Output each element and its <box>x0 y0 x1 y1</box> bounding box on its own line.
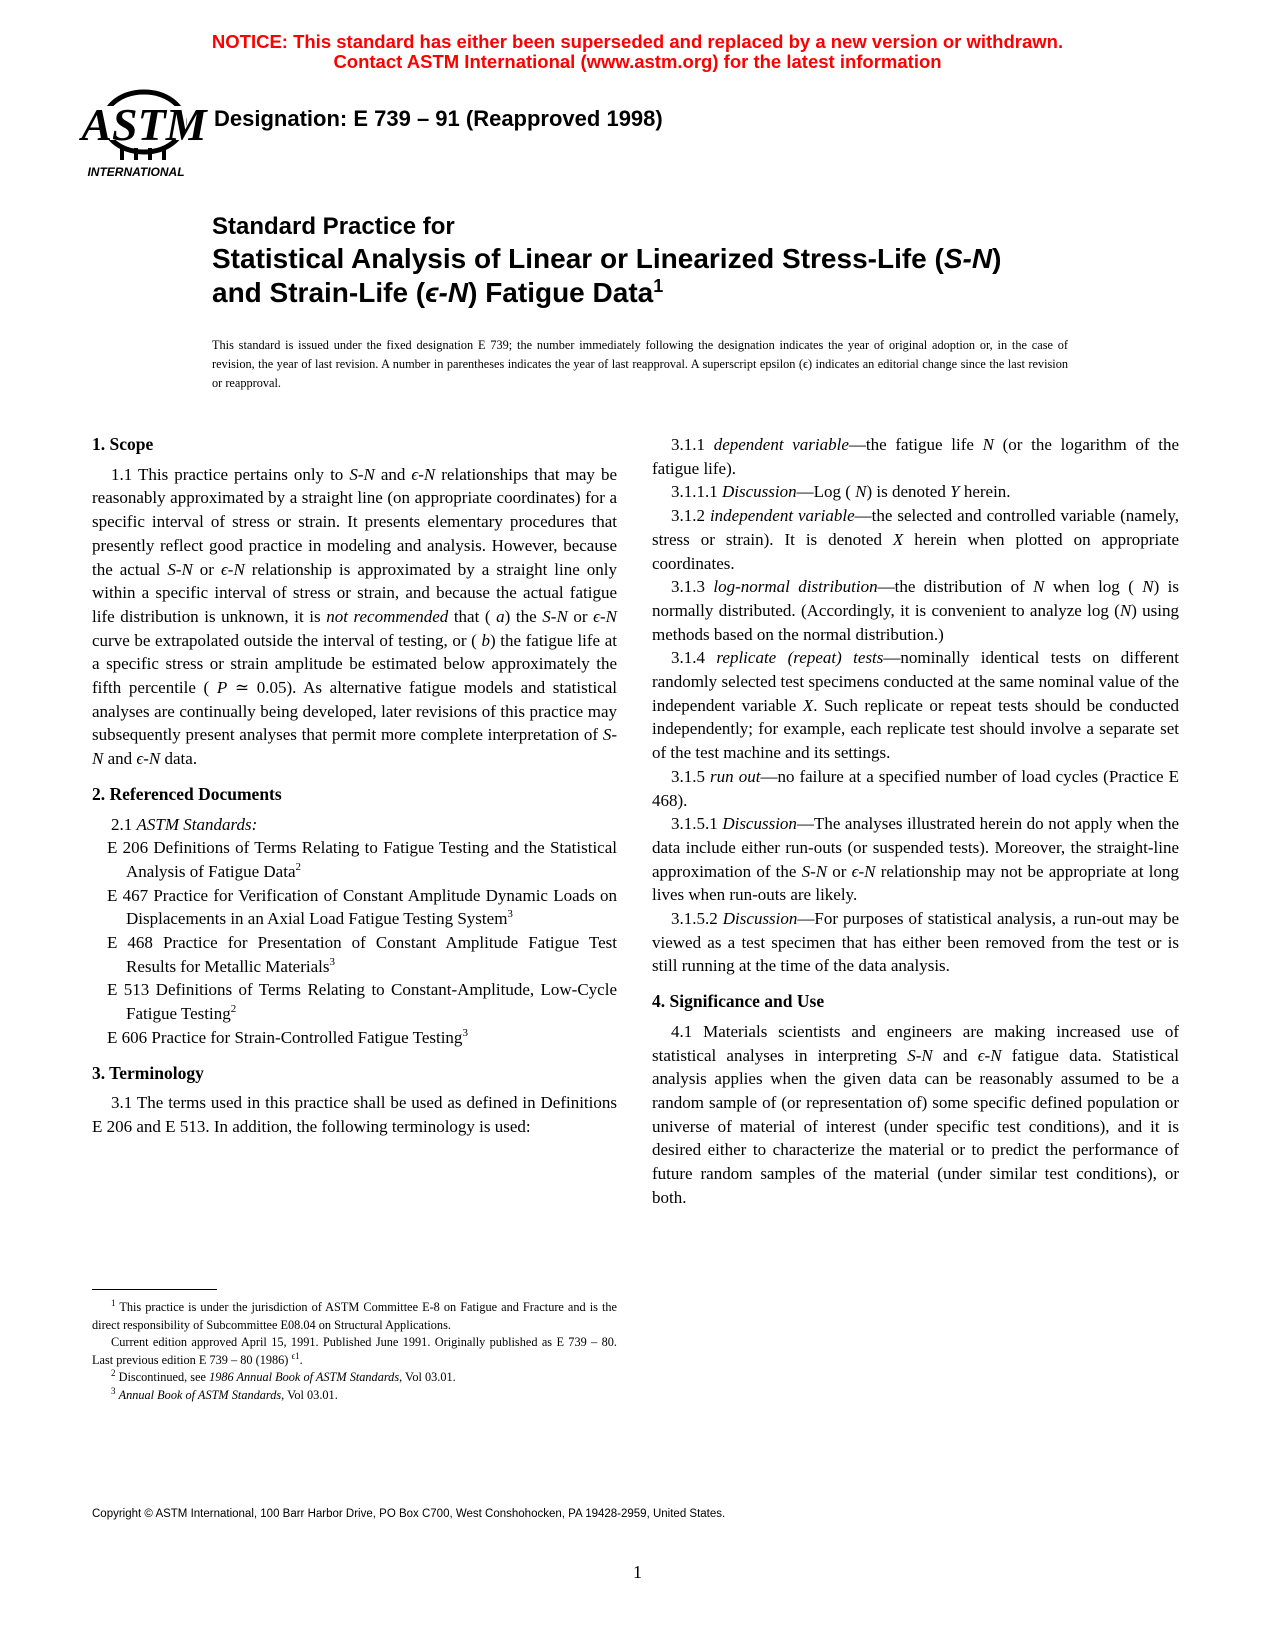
paragraph-3-1-5-1: 3.1.5.1 Discussion—The analyses illustrated herein do not apply when the data include either run-outs (or suspended tests). Moreover, the straight-line approximation of the S-N or ϵ-N relationship may not be appropriate at long lives when run-outs are likely. <box>652 814 1179 905</box>
terminology-definitions <box>652 433 1179 978</box>
paragraph-3-1-5: 3.1.5 run out—no failure at a specified number of load cycles (Practice E 468). <box>652 766 1180 810</box>
section-terminology <box>92 1062 617 1139</box>
section-scope <box>92 433 617 771</box>
footnote-divider <box>92 1289 217 1290</box>
paragraph-3-1-4: 3.1.4 replicate (repeat) tests—nominally identical tests on different randomly selected test specimens conducted at the same nominal value of the independent variable X. Such replicate or repeat tests should be conducted independently; for example, each replicate test should involve a separate set of the test machine and its settings. <box>652 648 1180 763</box>
footnote-2: $^2$ Discontinued, see 1986 Annual Book of ASTM Standards, Vol 03.01. <box>111 1368 456 1385</box>
copyright-line: Copyright © ASTM International, 100 Barr Harbor Drive, PO Box C700, West Conshohocken, PA 19428-2959, United States. <box>92 1508 726 1520</box>
title-line-1: Standard Practice for <box>212 213 455 240</box>
reference-item: E 468 Practice for Presentation of Constant Amplitude Fatigue Test Results for Metallic Materials$^3$ <box>107 933 617 976</box>
withdrawal-notice <box>0 32 1275 72</box>
page-number: 1 <box>633 1562 642 1582</box>
paragraph-4-1: 4.1 Materials scientists and engineers are making increased use of statistical analyses in interpreting S-N and ϵ-N fatigue data. Statistical analysis applies when the given data can be reasonably assumed to be a random sample of (or representation of) some specific defined population or universe of material of interest (under specific test conditions), and it is desired either to characterize the material or to predict the performance of future random samples of the material (under similar test conditions), or both. <box>652 1021 1180 1207</box>
footnotes <box>92 1299 617 1405</box>
notice-line-2: Contact ASTM International (www.astm.org) for the latest information <box>333 51 942 72</box>
title-line-3: and Strain-Life (ϵ-N) Fatigue Data$^1$ <box>212 276 664 308</box>
reference-item: E 606 Practice for Strain-Controlled Fatigue Testing$^3$ <box>107 1026 468 1047</box>
reference-item: E 467 Practice for Verification of Constant Amplitude Dynamic Loads on Displacements in an Axial Load Fatigue Testing System$^3$ <box>107 885 617 929</box>
significance-heading: 4. Significance and Use <box>652 991 825 1012</box>
paragraph-3-1-1: 3.1.1 dependent variable—the fatigue life N (or the logarithm of the fatigue life). <box>652 435 1180 478</box>
reference-item: E 206 Definitions of Terms Relating to Fatigue Testing and the Statistical Analysis of Fatigue Data$^2$ <box>107 838 617 881</box>
svg-text:ASTM: ASTM <box>81 99 207 150</box>
paragraph-1-1: 1.1 This practice pertains only to S-N and ϵ-N relationships that may be reasonably approximated by a straight line (on appropriate coordinates) for a specific interval of stress or strain. It presents elementary procedures that presently reflect good practice in modeling and analysis. However, because the actual S-N or ϵ-N relationship is approximated by a straight line only within a specific interval of stress or strain, and because the actual fatigue life distribution is unknown, it is not recommended that ( a) the S-N or ϵ-N curve be extrapolated outside the interval of testing, or ( b) the fatigue life at a specific stress or strain amplitude be estimated below approximately the fifth percentile ( P ≃ 0.05). As alternative fatigue models and statistical analyses are continually being developed, later revisions of this practice may subsequently present analyses that permit more complete interpretation of S-N and ϵ-N data. <box>92 464 617 769</box>
left-column <box>92 433 617 1151</box>
referenced-heading: 2. Referenced Documents <box>92 783 282 804</box>
terminology-heading: 3. Terminology <box>92 1062 204 1083</box>
paragraph-2-1: 2.1 ASTM Standards: <box>111 814 258 834</box>
paragraph-3-1-3: 3.1.3 log-normal distribution—the distribution of N when log ( N) is normally distributed. (Accordingly, it is convenient to analyze log (N) using methods based on the normal distribution.) <box>652 577 1180 644</box>
footnote-3: $^3$ Annual Book of ASTM Standards, Vol 03.01. <box>111 1385 338 1402</box>
paragraph-3-1-2: 3.1.2 independent variable—the selected and controlled variable (namely, stress or strain). It is denoted X herein when plotted on appropriate coordinates. <box>652 506 1180 573</box>
document-title <box>212 212 1132 310</box>
footnote-1: $^1$ This practice is under the jurisdiction of ASTM Committee E-8 on Fatigue and Fracture and is the direct responsibility of Subcommittee E08.04 on Structural Applications. <box>92 1298 617 1332</box>
notice-line-1: NOTICE: This standard has either been superseded and replaced by a new version or withdrawn. <box>211 31 1064 52</box>
logo-wordmark: INTERNATIONAL <box>87 165 185 179</box>
designation: Designation: E 739 – 91 (Reapproved 1998) <box>214 106 663 131</box>
standard-issue-note: This standard is issued under the fixed designation E 739; the number immediately following the designation indicates the year of original adoption or, in the case of revision, the year of last revision. A number in parentheses indicates the year of last reapproval. A superscript epsilon (ϵ) indicates an editorial change since the last revision or reapproval. <box>212 338 1068 390</box>
astm-logo-icon <box>81 84 207 180</box>
footnote-1-edition: Current edition approved April 15, 1991. Published June 1991. Originally published as E 739 – 80. Last previous edition E 739 – 80 (1986) $^{\epsilon 1}$. <box>92 1335 617 1367</box>
paragraph-3-1: 3.1 The terms used in this practice shall be used as defined in Definitions E 206 and E 513. In addition, the following terminology is used: <box>92 1093 617 1136</box>
right-column <box>652 433 1179 1222</box>
scope-heading: 1. Scope <box>92 434 154 454</box>
section-significance <box>652 990 1179 1209</box>
paragraph-3-1-5-2: 3.1.5.2 Discussion—For purposes of statistical analysis, a run-out may be viewed as a test specimen that has either been removed from the test or is still running at the time of the data analysis. <box>652 909 1179 976</box>
paragraph-3-1-1-1: 3.1.1.1 Discussion—Log ( N) is denoted Y herein. <box>671 482 1011 502</box>
title-line-2: Statistical Analysis of Linear or Linearized Stress-Life (S-N) <box>212 243 1002 274</box>
reference-item: E 513 Definitions of Terms Relating to Constant-Amplitude, Low-Cycle Fatigue Testing$^2$ <box>107 980 617 1024</box>
section-referenced-documents <box>92 783 617 1050</box>
